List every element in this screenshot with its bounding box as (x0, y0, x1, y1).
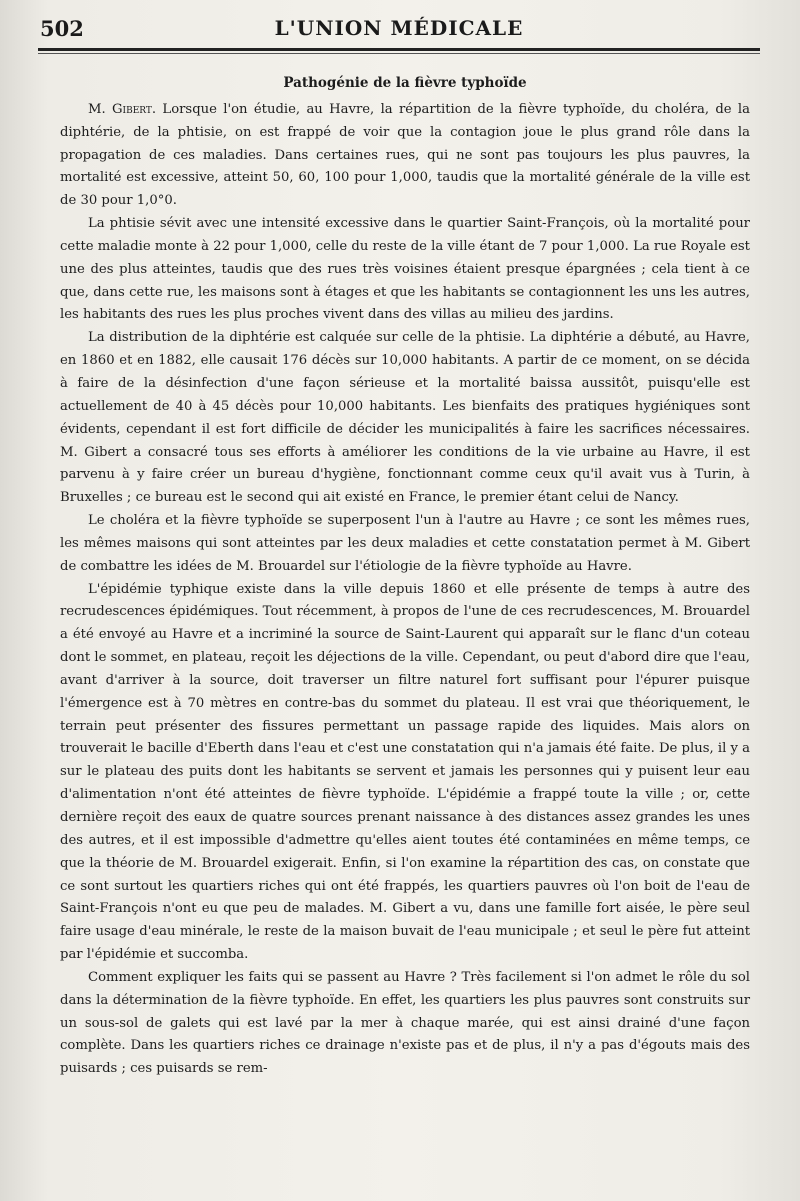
journal-title: L'UNION MÉDICALE (274, 16, 524, 40)
paragraph (60, 967, 750, 1081)
page-number: 502 (40, 16, 84, 41)
page-header (38, 14, 760, 50)
paragraph-text: L'épidémie typhique existe dans la ville depuis 1860 et elle présente de temps à autre des recrudescences épidémiques. Tout récemment, à propos de l'une de ces recrudescences, M. Brouardel a été envoyé au Havre et a incriminé la source de Saint-Laurent qui apparaît sur le flanc d'un coteau dont le sommet, en plateau, reçoit les déjections de la ville. Cependant, ou peut d'abord dire que l'eau, avant d'arriver à la source, doit traverser un filtre naturel fort suffisant pour l'épurer puisque l'émergence est à 70 mètres en contre-bas du sommet du plateau. Il est vrai que théoriquement, le terrain peut présenter des fissures permettant un passage rapide des liquides. Mais alors on trouverait le bacille d'Eberth dans l'eau et c'est une constatation qui n'a jamais été faite. De plus, il y a sur le plateau des puits dont les habitants se servent et jamais les personnes qui y puisent leur eau d'alimentation n'ont été atteintes de fièvre typhoïde. L'épidémie a frappé toute la ville ; or, cette dernière reçoit des eaux de quatre sources prenant naissance à des distances assez grandes les unes des autres, et il est impossible d'admettre qu'elles aient toutes été contaminées en même temps, ce que la théorie de M. Brouardel exigerait. Enfin, si l'on examine la répartition des cas, on constate que ce sont surtout les quartiers riches qui ont été frappés, les quartiers pauvres où l'on boit de l'eau de Saint-François n'ont eu que peu de malades. M. Gibert a vu, dans une famille fort aisée, le père seul faire usage d'eau minérale, le reste de la maison buvait de l'eau municipale ; et seul le père fut atteint par l'épidémie et succomba. (60, 581, 750, 963)
speaker-name: M. Gibert. (88, 101, 157, 117)
paragraph-text: La phtisie sévit avec une intensité excessive dans le quartier Saint-François, où la mortalité pour cette maladie monte à 22 pour 1,000, celle du reste de la ville étant de 7 pour 1,000. La rue Royale est une des plus atteintes, taudis que des rues très voisines étaient presque épargnées ; cela tient à ce que, dans cette rue, les maisons sont à étages et que les habitants se contagionnent les uns les autres, les habitants des rues les plus proches vivent dans des villas au milieu des jardins. (60, 216, 750, 323)
paragraph-text: Comment expliquer les faits qui se passent au Havre ? Très facilement si l'on admet le rôle du sol dans la détermination de la fièvre typhoïde. En effet, les quartiers les plus pauvres sont construits sur un sous-sol de galets qui est lavé par la mer à chaque marée, qui est ainsi drainé d'une façon complète. Dans les quartiers riches ce drainage n'existe pas et de plus, il n'y a pas d'égouts mais des puisards ; ces puisards se rem- (60, 969, 750, 1077)
paragraph (60, 510, 750, 579)
paragraph (60, 327, 750, 510)
paragraph-text: Lorsque l'on étudie, au Havre, la répartition de la fièvre typhoïde, du choléra, de la diphtérie, de la phtisie, on est frappé de voir que la contagion joue le plus grand rôle dans la propagation de ces maladies. Dans certaines rues, qui ne sont pas toujours les plus pauvres, la mortalité est excessive, atteint 50, 60, 100 pour 1,000, taudis que la mortalité générale de la ville est de 30 pour 1,0°0. (60, 101, 750, 209)
paragraph-text: La distribution de la diphtérie est calquée sur celle de la phtisie. La diphtérie a débuté, au Havre, en 1860 et en 1882, elle causait 176 décès sur 10,000 habitants. A partir de ce moment, on se décida à faire de la désinfection d'une façon sérieuse et la mortalité baissa aussitôt, puisqu'elle est actuellement de 40 à 45 décès pour 10,000 habitants. Les bienfaits des pratiques hygiéniques sont évidents, cependant il est fort difficile de décider les municipalités à faire les sacrifices nécessaires. M. Gibert a consacré tous ses efforts à améliorer les conditions de la vie urbaine au Havre, il est parvenu à y faire créer un bureau d'hygiène, fonctionnant comme ceux qu'il avait vus à Turin, à Bruxelles ; ce bureau est le second qui ait existé en France, le premier étant celui de Nancy. (60, 330, 750, 506)
paragraph-text: Le choléra et la fièvre typhoïde se superposent l'un à l'autre au Havre ; ce sont les mêmes rues, les mêmes maisons qui sont atteintes par les deux maladies et cette constatation permet à M. Gibert de combattre les idées de M. Brouardel sur l'étiologie de la fièvre typhoïde au Havre. (60, 513, 750, 574)
paragraph (60, 213, 750, 327)
paragraph (60, 99, 750, 213)
header-rule-thin (38, 53, 760, 54)
header-rule (38, 48, 760, 51)
article-body (60, 72, 750, 1081)
section-title: Pathogénie de la fièvre typhoïde (283, 75, 527, 91)
paragraph (60, 579, 750, 967)
